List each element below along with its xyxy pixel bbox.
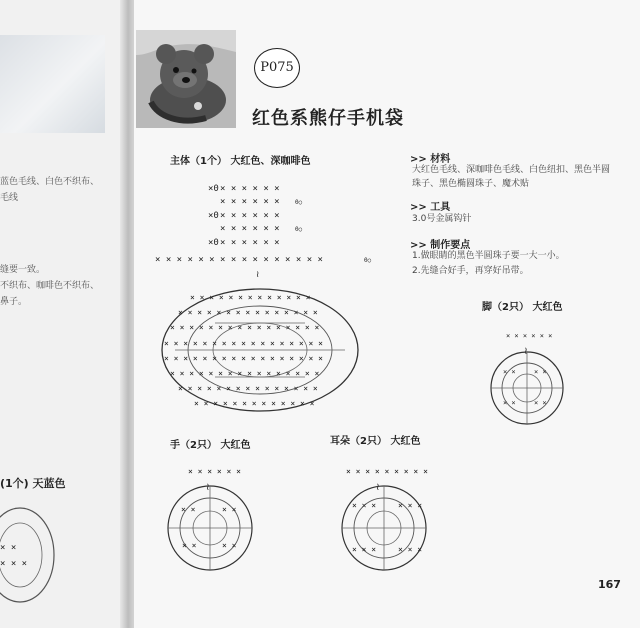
svg-text:× × ×: × × × bbox=[398, 501, 423, 510]
tools-line: 3.0号金属钩针 bbox=[412, 214, 472, 224]
svg-text:× ×: × × bbox=[534, 399, 547, 407]
svg-text:× × × × × × × × ×: × × × × × × × × × bbox=[346, 467, 428, 476]
svg-text:≀: ≀ bbox=[206, 482, 210, 493]
svg-text:× × × × × ×: × × × × × × bbox=[220, 224, 280, 234]
left-page-heading: (1个) 天蓝色 bbox=[0, 477, 66, 490]
svg-text:× ×: × × bbox=[503, 399, 516, 407]
svg-text:× × × × × × × × × × × × × × ×: × × × × × × × × × × × × × × × × × bbox=[164, 339, 323, 348]
svg-text:× × ×: × × × bbox=[398, 545, 423, 554]
svg-text:× ×: × × bbox=[222, 541, 237, 550]
materials-heading: >> 材料 bbox=[410, 154, 451, 165]
svg-text:× ×: × × bbox=[181, 505, 196, 514]
svg-text:× × × × × × × × × × × × ×: × × × × × × × × × × × × × bbox=[194, 399, 315, 408]
svg-text:≀: ≀ bbox=[524, 346, 528, 357]
svg-text:0○: 0○ bbox=[295, 226, 303, 233]
hand-crochet-chart bbox=[168, 467, 252, 570]
svg-text:× ×: × × bbox=[0, 543, 17, 553]
key-points-line: 1.做眼睛的黑色半圆珠子要一大一小。 bbox=[412, 251, 565, 261]
svg-text:≀: ≀ bbox=[256, 270, 260, 280]
svg-text:0○: 0○ bbox=[295, 199, 303, 206]
svg-text:×0: ×0 bbox=[208, 184, 219, 194]
left-page-text-line: 毛线 bbox=[0, 193, 19, 203]
svg-text:× × × × × ×: × × × × × × bbox=[506, 332, 553, 340]
foot-diagram-label: 脚（2只） 大红色 bbox=[482, 302, 563, 313]
svg-text:≀: ≀ bbox=[376, 482, 380, 493]
svg-text:× × × × × ×: × × × × × × bbox=[188, 467, 241, 476]
svg-text:× × × × × × × × × × × × × × ×: × × × × × × × × × × × × × × × × bbox=[170, 369, 320, 378]
materials-line: 大红色毛线、深咖啡色毛线、白色纽扣、黑色半圆 bbox=[412, 165, 611, 175]
svg-text:× × × × × × × × × × × × × × ×: × × × × × × × × × × × × × × × × × bbox=[164, 354, 323, 363]
left-page-text-line: 不织布、咖啡色不织布、 bbox=[0, 281, 100, 291]
left-page-text-line: 鼻子。 bbox=[0, 297, 28, 307]
hand-diagram-label: 手（2只） 大红色 bbox=[170, 440, 251, 451]
page-title: 红色系熊仔手机袋 bbox=[252, 108, 404, 129]
svg-text:× × × × × × × × × × × × × × ×: × × × × × × × × × × × × × × × × bbox=[170, 323, 320, 332]
ear-crochet-chart bbox=[342, 467, 428, 570]
svg-text:× × ×: × × × bbox=[352, 545, 377, 554]
svg-text:× × × × × ×: × × × × × × bbox=[220, 184, 280, 194]
foot-crochet-chart bbox=[491, 332, 563, 424]
ear-diagram-label: 耳朵（2只） 大红色 bbox=[330, 436, 421, 447]
svg-text:× × × × × ×: × × × × × × bbox=[220, 197, 280, 207]
svg-text:× × ×: × × × bbox=[352, 501, 377, 510]
svg-text:× × × × × ×: × × × × × × bbox=[220, 238, 280, 248]
svg-text:×0: ×0 bbox=[208, 211, 219, 221]
svg-text:× × × × × × × × × × × × × × ×: × × × × × × × × × × × × × × × × bbox=[155, 255, 323, 265]
body-diagram-label: 主体（1个） 大红色、深咖啡色 bbox=[170, 156, 311, 167]
svg-text:× ×: × × bbox=[534, 368, 547, 376]
left-page-text-line: 缝要一致。 bbox=[0, 265, 46, 275]
materials-line: 珠子、黑色椭圆珠子、魔术贴 bbox=[412, 179, 530, 189]
svg-text:0○: 0○ bbox=[364, 257, 372, 264]
svg-text:× × × × × × × × × × × × × × ×: × × × × × × × × × × × × × × × bbox=[178, 308, 318, 317]
key-points-heading: >> 制作要点 bbox=[410, 240, 471, 251]
page-number: 167 bbox=[598, 578, 621, 591]
svg-text:× × × × × ×: × × × × × × bbox=[220, 211, 280, 221]
left-page-text-line: 蓝色毛线、白色不织布、 bbox=[0, 177, 100, 187]
tools-heading: >> 工具 bbox=[410, 202, 451, 213]
svg-text:× × ×: × × × bbox=[0, 559, 28, 569]
svg-text:×0: ×0 bbox=[208, 238, 219, 248]
svg-text:× × × × × × × × × × × × × × ×: × × × × × × × × × × × × × × × bbox=[178, 384, 318, 393]
svg-text:× ×: × × bbox=[222, 505, 237, 514]
svg-text:× ×: × × bbox=[182, 541, 197, 550]
svg-text:× ×: × × bbox=[503, 368, 516, 376]
body-crochet-chart bbox=[155, 184, 372, 411]
svg-text:× × × × × × × × × × × × ×: × × × × × × × × × × × × × bbox=[190, 293, 311, 302]
pattern-code-badge: P075 bbox=[254, 48, 300, 88]
key-points-line: 2.先缝合好手，再穿好吊带。 bbox=[412, 266, 529, 276]
